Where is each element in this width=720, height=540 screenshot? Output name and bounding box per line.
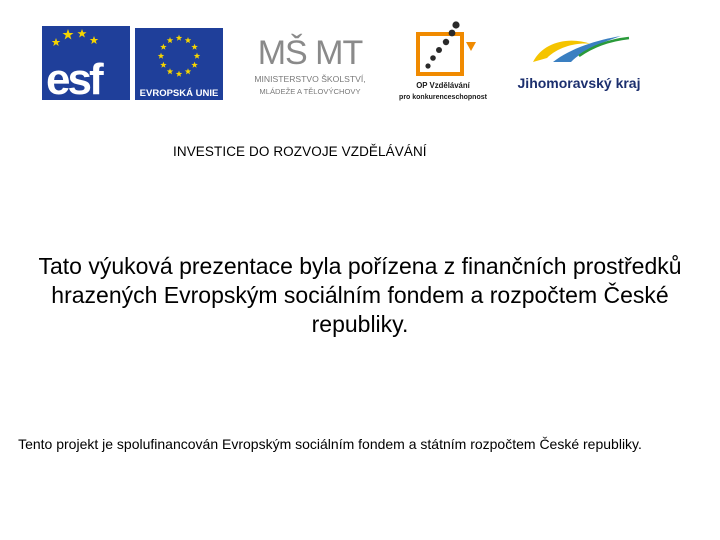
esf-logo [42, 26, 130, 100]
esf-logo-text: esf [46, 55, 101, 100]
op-dots-arc [425, 21, 459, 68]
jihomoravsky-kraj-logo [513, 28, 645, 98]
cofinancing-note: Tento projekt je spolufinancován Evropským sociálním fondem a státním rozpočtem České republiky. [18, 436, 642, 452]
investice-heading: INVESTICE DO ROZVOJE VZDĚLÁVÁNÍ [173, 144, 427, 159]
eu-label: EVROPSKÁ UNIE [139, 88, 219, 99]
logo-bar [0, 0, 720, 112]
eu-flag-logo [133, 26, 225, 100]
main-statement: Tato výuková prezentace byla pořízena z finančních prostředků hrazených Evropským sociálním fondem a rozpočtem České republiky. [38, 253, 682, 337]
jmk-label: Jihomoravský kraj [517, 75, 641, 91]
op-line2: pro konkurenceschopnost [399, 94, 487, 101]
jmk-wave-blue [553, 36, 621, 62]
op-arrow-icon [466, 42, 476, 51]
op-frame [418, 34, 462, 74]
msmt-monogram: MŠ MT [257, 34, 363, 72]
op-vzdelavani-logo [392, 20, 494, 104]
msmt-line2: MLÁDEŽE A TĚLOVÝCHOVY [259, 87, 361, 96]
msmt-logo [244, 20, 376, 104]
op-line1: OP Vzdělávání [416, 81, 470, 90]
msmt-line1: MINISTERSTVO ŠKOLSTVÍ, [254, 74, 366, 84]
